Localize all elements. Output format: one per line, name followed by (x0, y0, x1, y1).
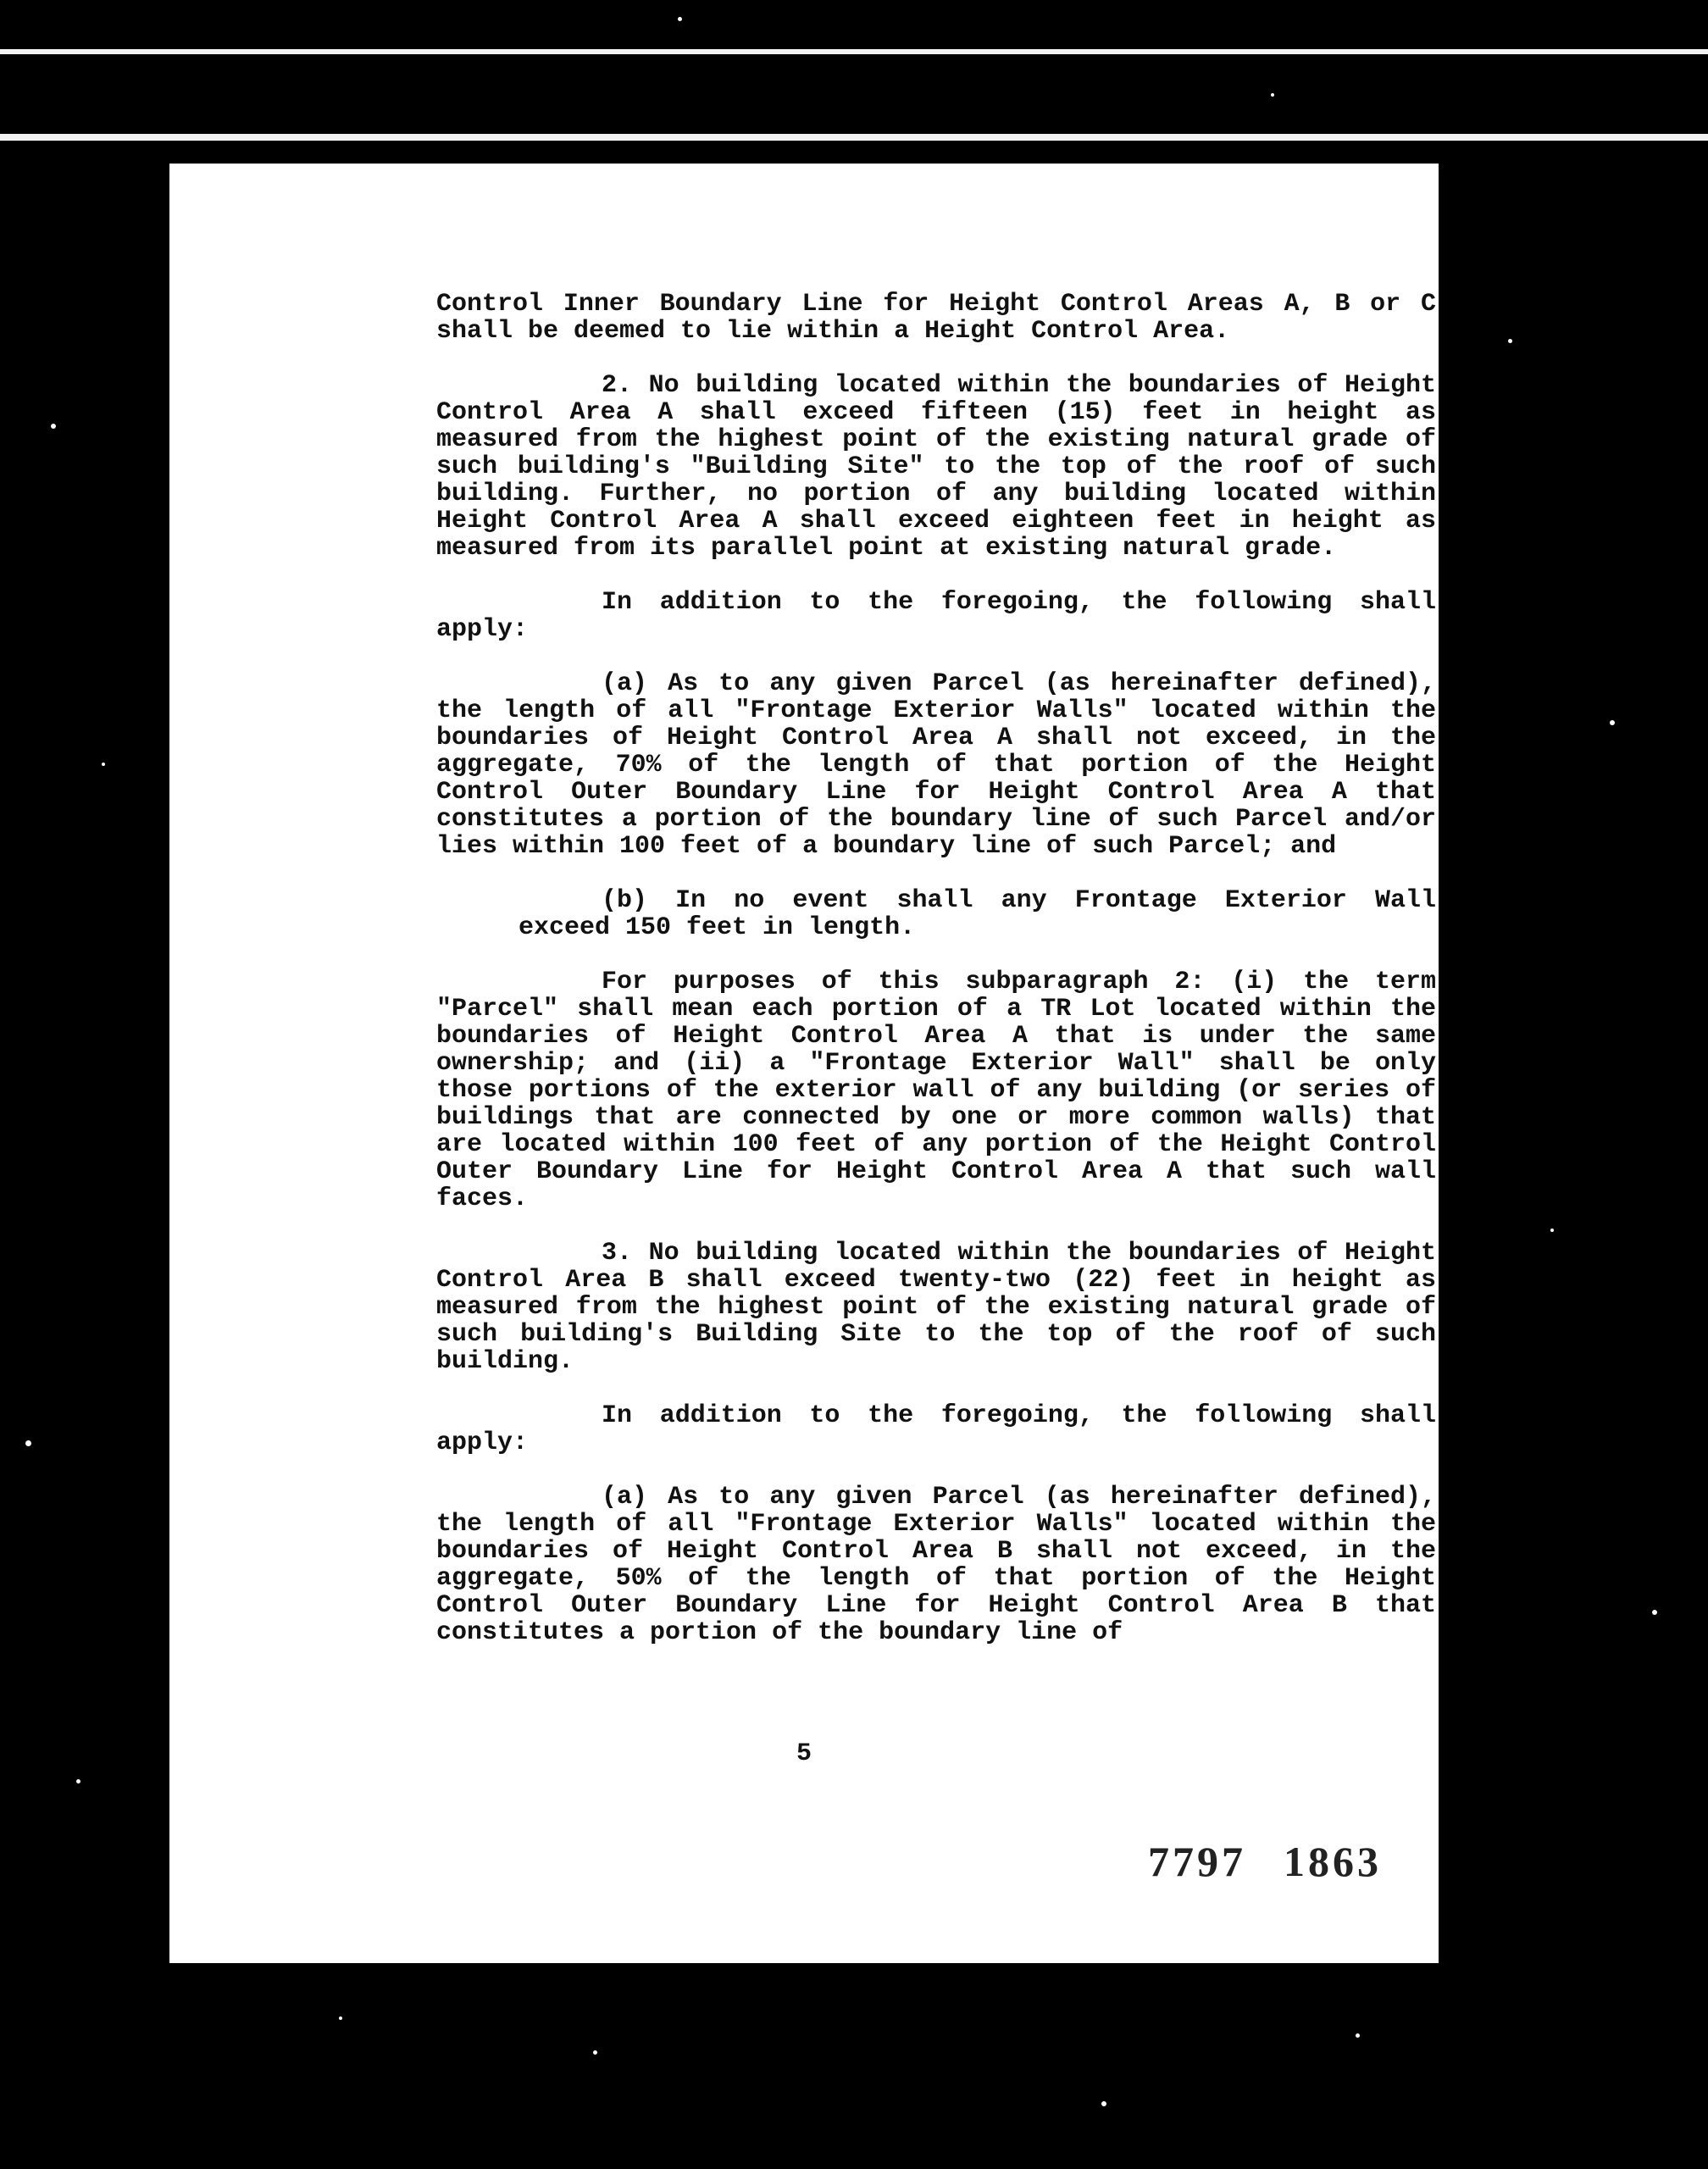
paragraph-section-3: 3. No building located within the boundaries of Height Control Area B shall exceed twenty-two (22) feet in height as measured from the highest point of the existing natural grade of such building's Building Site to the top of the roof of such building. (436, 1239, 1436, 1376)
scan-speck (25, 1440, 31, 1446)
scan-speck (339, 2016, 342, 2020)
paragraph-section-2: 2. No building located within the boundaries of Height Control Area A shall exceed fifteen (15) feet in height as measured from the highest point of the existing natural grade of such building's "Building Site" to the top of the roof of such building. Further, no portion of any building located within Height Control Area A shall exceed eighteen feet in height as measured from its parallel point at existing natural grade. (436, 371, 1436, 563)
paragraph-continuation: Control Inner Boundary Line for Height Control Areas A, B or C shall be deemed to lie within a Height Control Area. (436, 290, 1436, 346)
document-page (169, 164, 1439, 1963)
scan-speck (51, 424, 56, 429)
scan-speck (593, 2050, 597, 2055)
paragraph-2b: (b) In no event shall any Frontage Exterior Wall exceed 150 feet in length. (518, 886, 1436, 942)
page-number: 5 (796, 1739, 812, 1768)
scan-speck (678, 17, 682, 21)
paragraph-addition-1: In addition to the foregoing, the following shall apply: (436, 588, 1436, 644)
scan-speck (76, 1779, 80, 1783)
document-body (436, 291, 1436, 1673)
scan-speck (102, 763, 105, 766)
scan-speck (1652, 1610, 1657, 1615)
stamp-book-number: 7797 (1148, 1838, 1246, 1885)
scan-speck (1610, 720, 1615, 725)
scan-speck (1508, 339, 1512, 343)
scan-speck (1271, 93, 1274, 97)
paragraph-addition-2: In addition to the foregoing, the following shall apply: (436, 1401, 1436, 1457)
scan-artifact-line (0, 134, 1708, 141)
scan-speck (1550, 1229, 1554, 1232)
scan-artifact-line (0, 49, 1708, 54)
paragraph-3a: (a) As to any given Parcel (as hereinafter defined), the length of all "Frontage Exterior Walls" located within the boundaries of Height Control Area B shall not exceed, in the aggregate, 50% of the length of that portion of the Height Control Outer Boundary Line for Height Control Area B that constitutes a portion of the boundary line of (436, 1483, 1436, 1647)
paragraph-2a: (a) As to any given Parcel (as hereinafter defined), the length of all "Frontage Exterior Walls" located within the boundaries of Height Control Area A shall not exceed, in the aggregate, 70% of the length of that portion of the Height Control Outer Boundary Line for Height Control Area A that constitutes a portion of the boundary line of such Parcel and/or lies within 100 feet of a boundary line of such Parcel; and (436, 669, 1436, 861)
scan-speck (1356, 2033, 1360, 2038)
stamp-page-number: 1863 (1284, 1838, 1382, 1885)
paragraph-purposes: For purposes of this subparagraph 2: (i) the term "Parcel" shall mean each portion of a TR Lot located within the boundaries of Height Control Area A that is under the same ownership; and (ii) a "Frontage Exterior Wall" shall be only those portions of the exterior wall of any building (or series of buildings that are connected by one or more common walls) that are located within 100 feet of any portion of the Height Control Outer Boundary Line for Height Control Area A that such wall faces. (436, 968, 1436, 1213)
recording-stamp (1148, 1837, 1382, 1886)
scan-speck (1101, 2101, 1106, 2106)
